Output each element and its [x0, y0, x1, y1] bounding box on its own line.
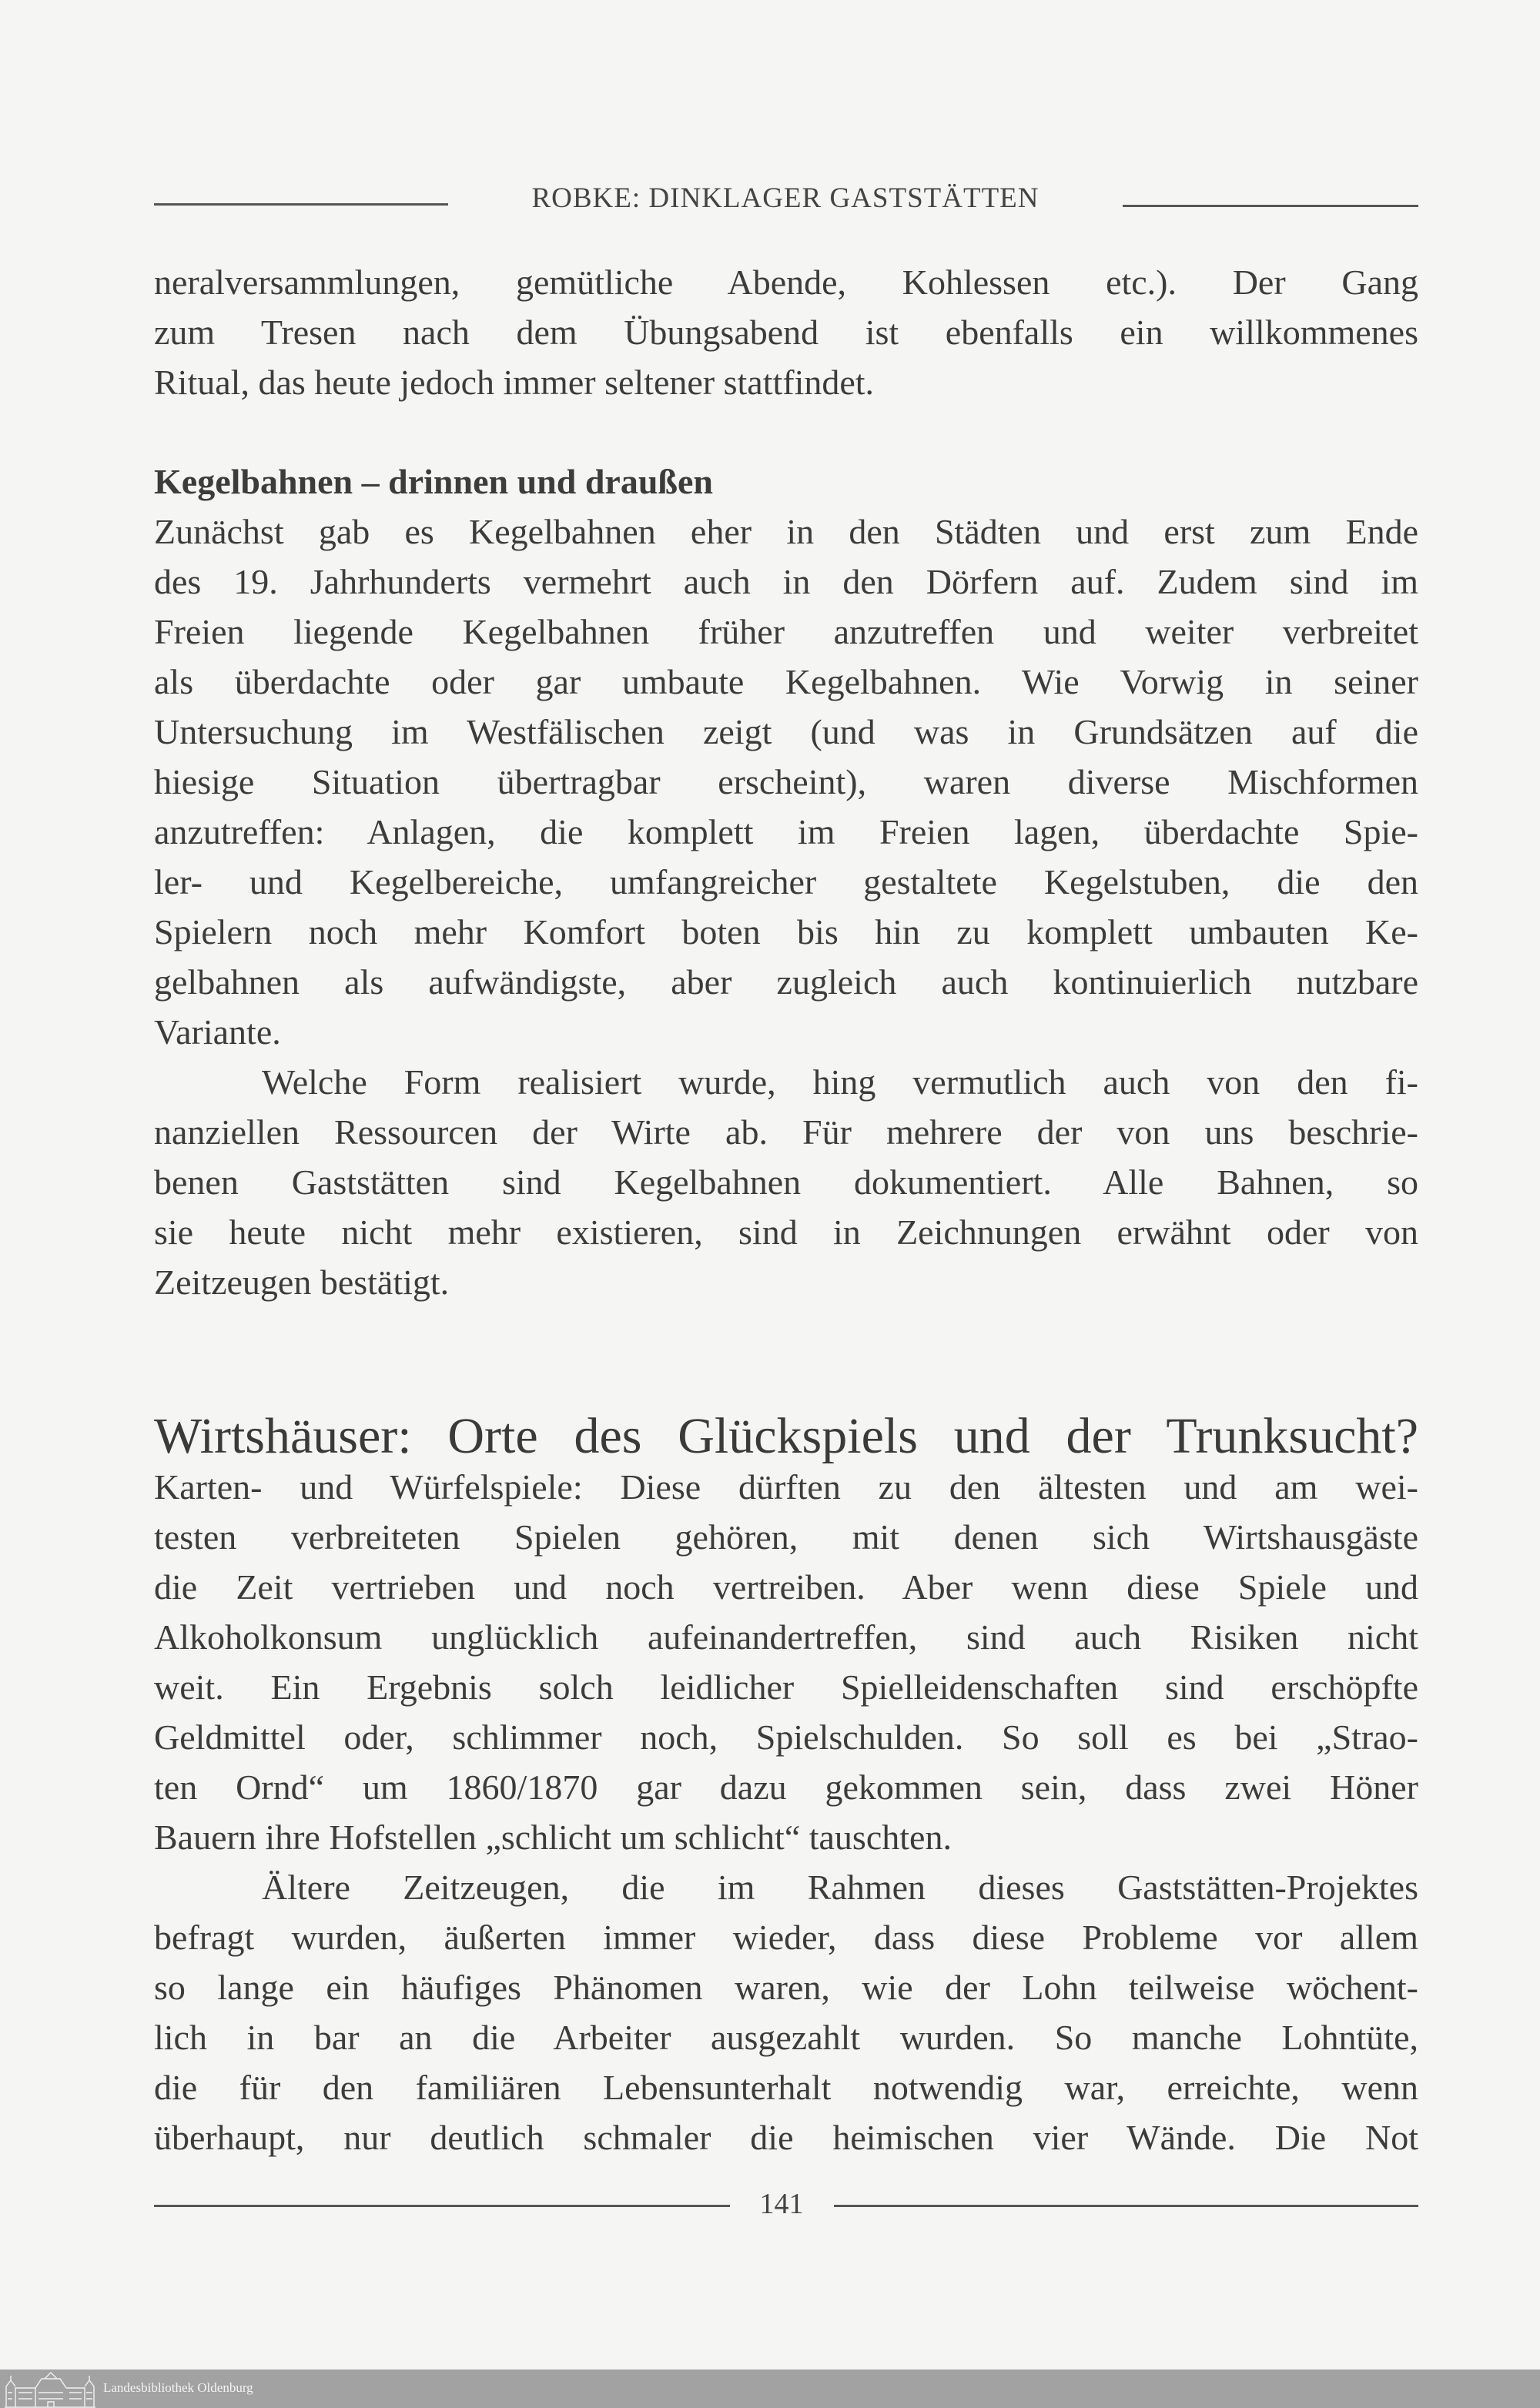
- text-line: Zunächst gab es Kegelbahnen eher in den Städten und erst zum Ende: [154, 512, 1418, 551]
- text-line: weit. Ein Ergebnis solch leidlicher Spielleidenschaften sind erschöpfte: [154, 1667, 1418, 1707]
- text-line: Zeitzeugen bestätigt.: [154, 1263, 450, 1302]
- text-line: lich in bar an die Arbeiter ausgezahlt wurden. So manche Lohntüte,: [154, 2018, 1418, 2057]
- footer-rule-left: [154, 2205, 730, 2207]
- text-line: Karten- und Würfelspiele: Diese dürften zu den ältesten und am wei-: [154, 1467, 1418, 1507]
- section-title: Wirtshäuser: Orte des Glückspiels und der Trunksucht?: [154, 1408, 1418, 1464]
- text-line: zum Tresen nach dem Übungsabend ist ebenfalls ein willkommenes: [154, 313, 1418, 352]
- library-name: Landesbibliothek Oldenburg: [103, 2380, 253, 2395]
- footer-rule-right: [834, 2205, 1418, 2207]
- text-line: testen verbreiteten Spielen gehören, mit denen sich Wirtshausgäste: [154, 1517, 1418, 1557]
- text-line: nanziellen Ressourcen der Wirte ab. Für mehrere der von uns beschrie-: [154, 1112, 1418, 1152]
- library-footer-bar: [0, 2370, 1540, 2408]
- text-line: Geldmittel oder, schlimmer noch, Spielschulden. So soll es bei „Strao-: [154, 1717, 1418, 1757]
- text-line: die Zeit vertrieben und noch vertreiben. Aber wenn diese Spiele und: [154, 1567, 1418, 1607]
- page-number: 141: [759, 2188, 804, 2220]
- text-line: als überdachte oder gar umbaute Kegelbahnen. Wie Vorwig in seiner: [154, 662, 1418, 701]
- text-line: Bauern ihre Hofstellen „schlicht um schlicht“ tauschten.: [154, 1818, 952, 1857]
- text-line: befragt wurden, äußerten immer wieder, dass diese Probleme vor allem: [154, 1918, 1418, 1957]
- text-line: überhaupt, nur deutlich schmaler die heimischen vier Wände. Die Not: [154, 2118, 1418, 2157]
- text-line: Welche Form realisiert wurde, hing vermutlich auch von den fi-: [262, 1062, 1418, 1102]
- text-line: benen Gaststätten sind Kegelbahnen dokumentiert. Alle Bahnen, so: [154, 1162, 1418, 1202]
- text-line: so lange ein häufiges Phänomen waren, wie der Lohn teilweise wöchent-: [154, 1968, 1418, 2007]
- text-line: Spielern noch mehr Komfort boten bis hin zu komplett umbauten Ke-: [154, 912, 1418, 951]
- text-line: Freien liegende Kegelbahnen früher anzutreffen und weiter verbreitet: [154, 612, 1418, 651]
- text-line: Ältere Zeitzeugen, die im Rahmen dieses Gaststätten-Projektes: [262, 1868, 1418, 1907]
- text-line: ler- und Kegelbereiche, umfangreicher gestaltete Kegelstuben, die den: [154, 862, 1418, 901]
- text-line: Variante.: [154, 1012, 281, 1052]
- text-line: gelbahnen als aufwändigste, aber zugleich auch kontinuierlich nutzbare: [154, 962, 1418, 1002]
- text-line: des 19. Jahrhunderts vermehrt auch in den Dörfern auf. Zudem sind im: [154, 562, 1418, 601]
- text-line: Untersuchung im Westfälischen zeigt (und was in Grundsätzen auf die: [154, 712, 1418, 751]
- text-line: die für den familiären Lebensunterhalt notwendig war, erreichte, wenn: [154, 2068, 1418, 2107]
- text-line: ten Ornd“ um 1860/1870 gar dazu gekommen sein, dass zwei Höner: [154, 1768, 1418, 1807]
- running-head: ROBKE: DINKLAGER GASTSTÄTTEN: [531, 182, 1040, 214]
- library-building-icon: [5, 2371, 95, 2408]
- subheading: Kegelbahnen – drinnen und draußen: [154, 462, 714, 501]
- header-rule-right: [1123, 205, 1418, 207]
- text-line: neralversammlungen, gemütliche Abende, Kohlessen etc.). Der Gang: [154, 263, 1418, 302]
- text-line: hiesige Situation übertragbar erscheint), waren diverse Mischformen: [154, 762, 1418, 801]
- header-rule-left: [154, 203, 448, 206]
- text-line: anzutreffen: Anlagen, die komplett im Freien lagen, überdachte Spie-: [154, 812, 1418, 851]
- text-line: Alkoholkonsum unglücklich aufeinandertreffen, sind auch Risiken nicht: [154, 1617, 1418, 1657]
- text-line: sie heute nicht mehr existieren, sind in Zeichnungen erwähnt oder von: [154, 1212, 1418, 1252]
- text-line: Ritual, das heute jedoch immer seltener stattfindet.: [154, 363, 875, 402]
